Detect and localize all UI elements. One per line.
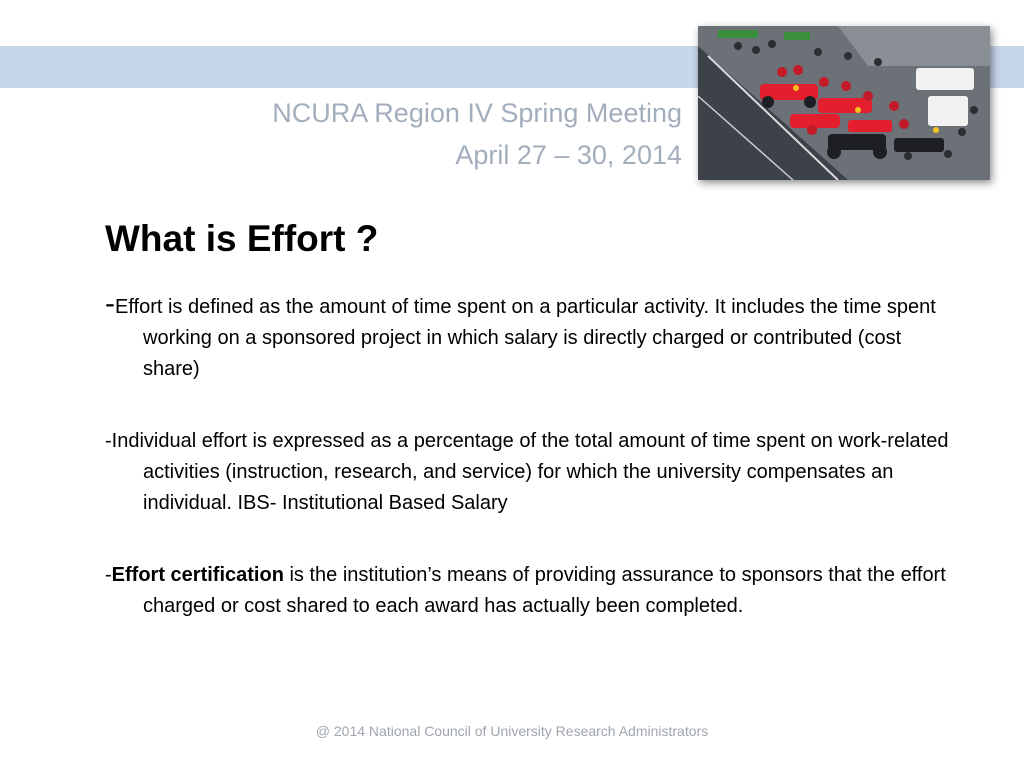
slide-title: What is Effort ? [105,218,379,259]
slide-body [105,287,950,622]
effort-definition-paragraph [105,287,950,385]
race-pit-illustration [698,26,990,180]
pit-stop-photo [698,26,990,180]
bullet-dash: - [105,287,115,320]
individual-effort-paragraph [105,426,950,519]
bold-term: Effort certification [111,564,284,586]
footer-copyright: @ 2014 National Council of University Research Administrators [315,723,709,739]
meeting-header [272,92,682,176]
meeting-title: NCURA Region IV Spring Meeting [272,98,682,128]
paragraph-text: Effort is defined as the amount of time spent on a particular activity. It includes the time spent working on a sponsored project in which salary is directly charged or contributed (cost share) [115,296,936,380]
bullet-dash: - [105,564,112,586]
paragraph-text: Individual effort is expressed as a percentage of the total amount of time spent on work-related activities (instruction, research, and service) for which the university compensates an individual. IBS- Institutional Based Salary [111,430,949,514]
effort-certification-paragraph [105,560,950,622]
bullet-dash: - [105,430,112,452]
meeting-dates: April 27 – 30, 2014 [455,140,682,170]
paragraph-text: is the institution’s means of providing assurance to sponsors that the effort charged or cost shared to each award has actually been completed. [143,564,946,617]
